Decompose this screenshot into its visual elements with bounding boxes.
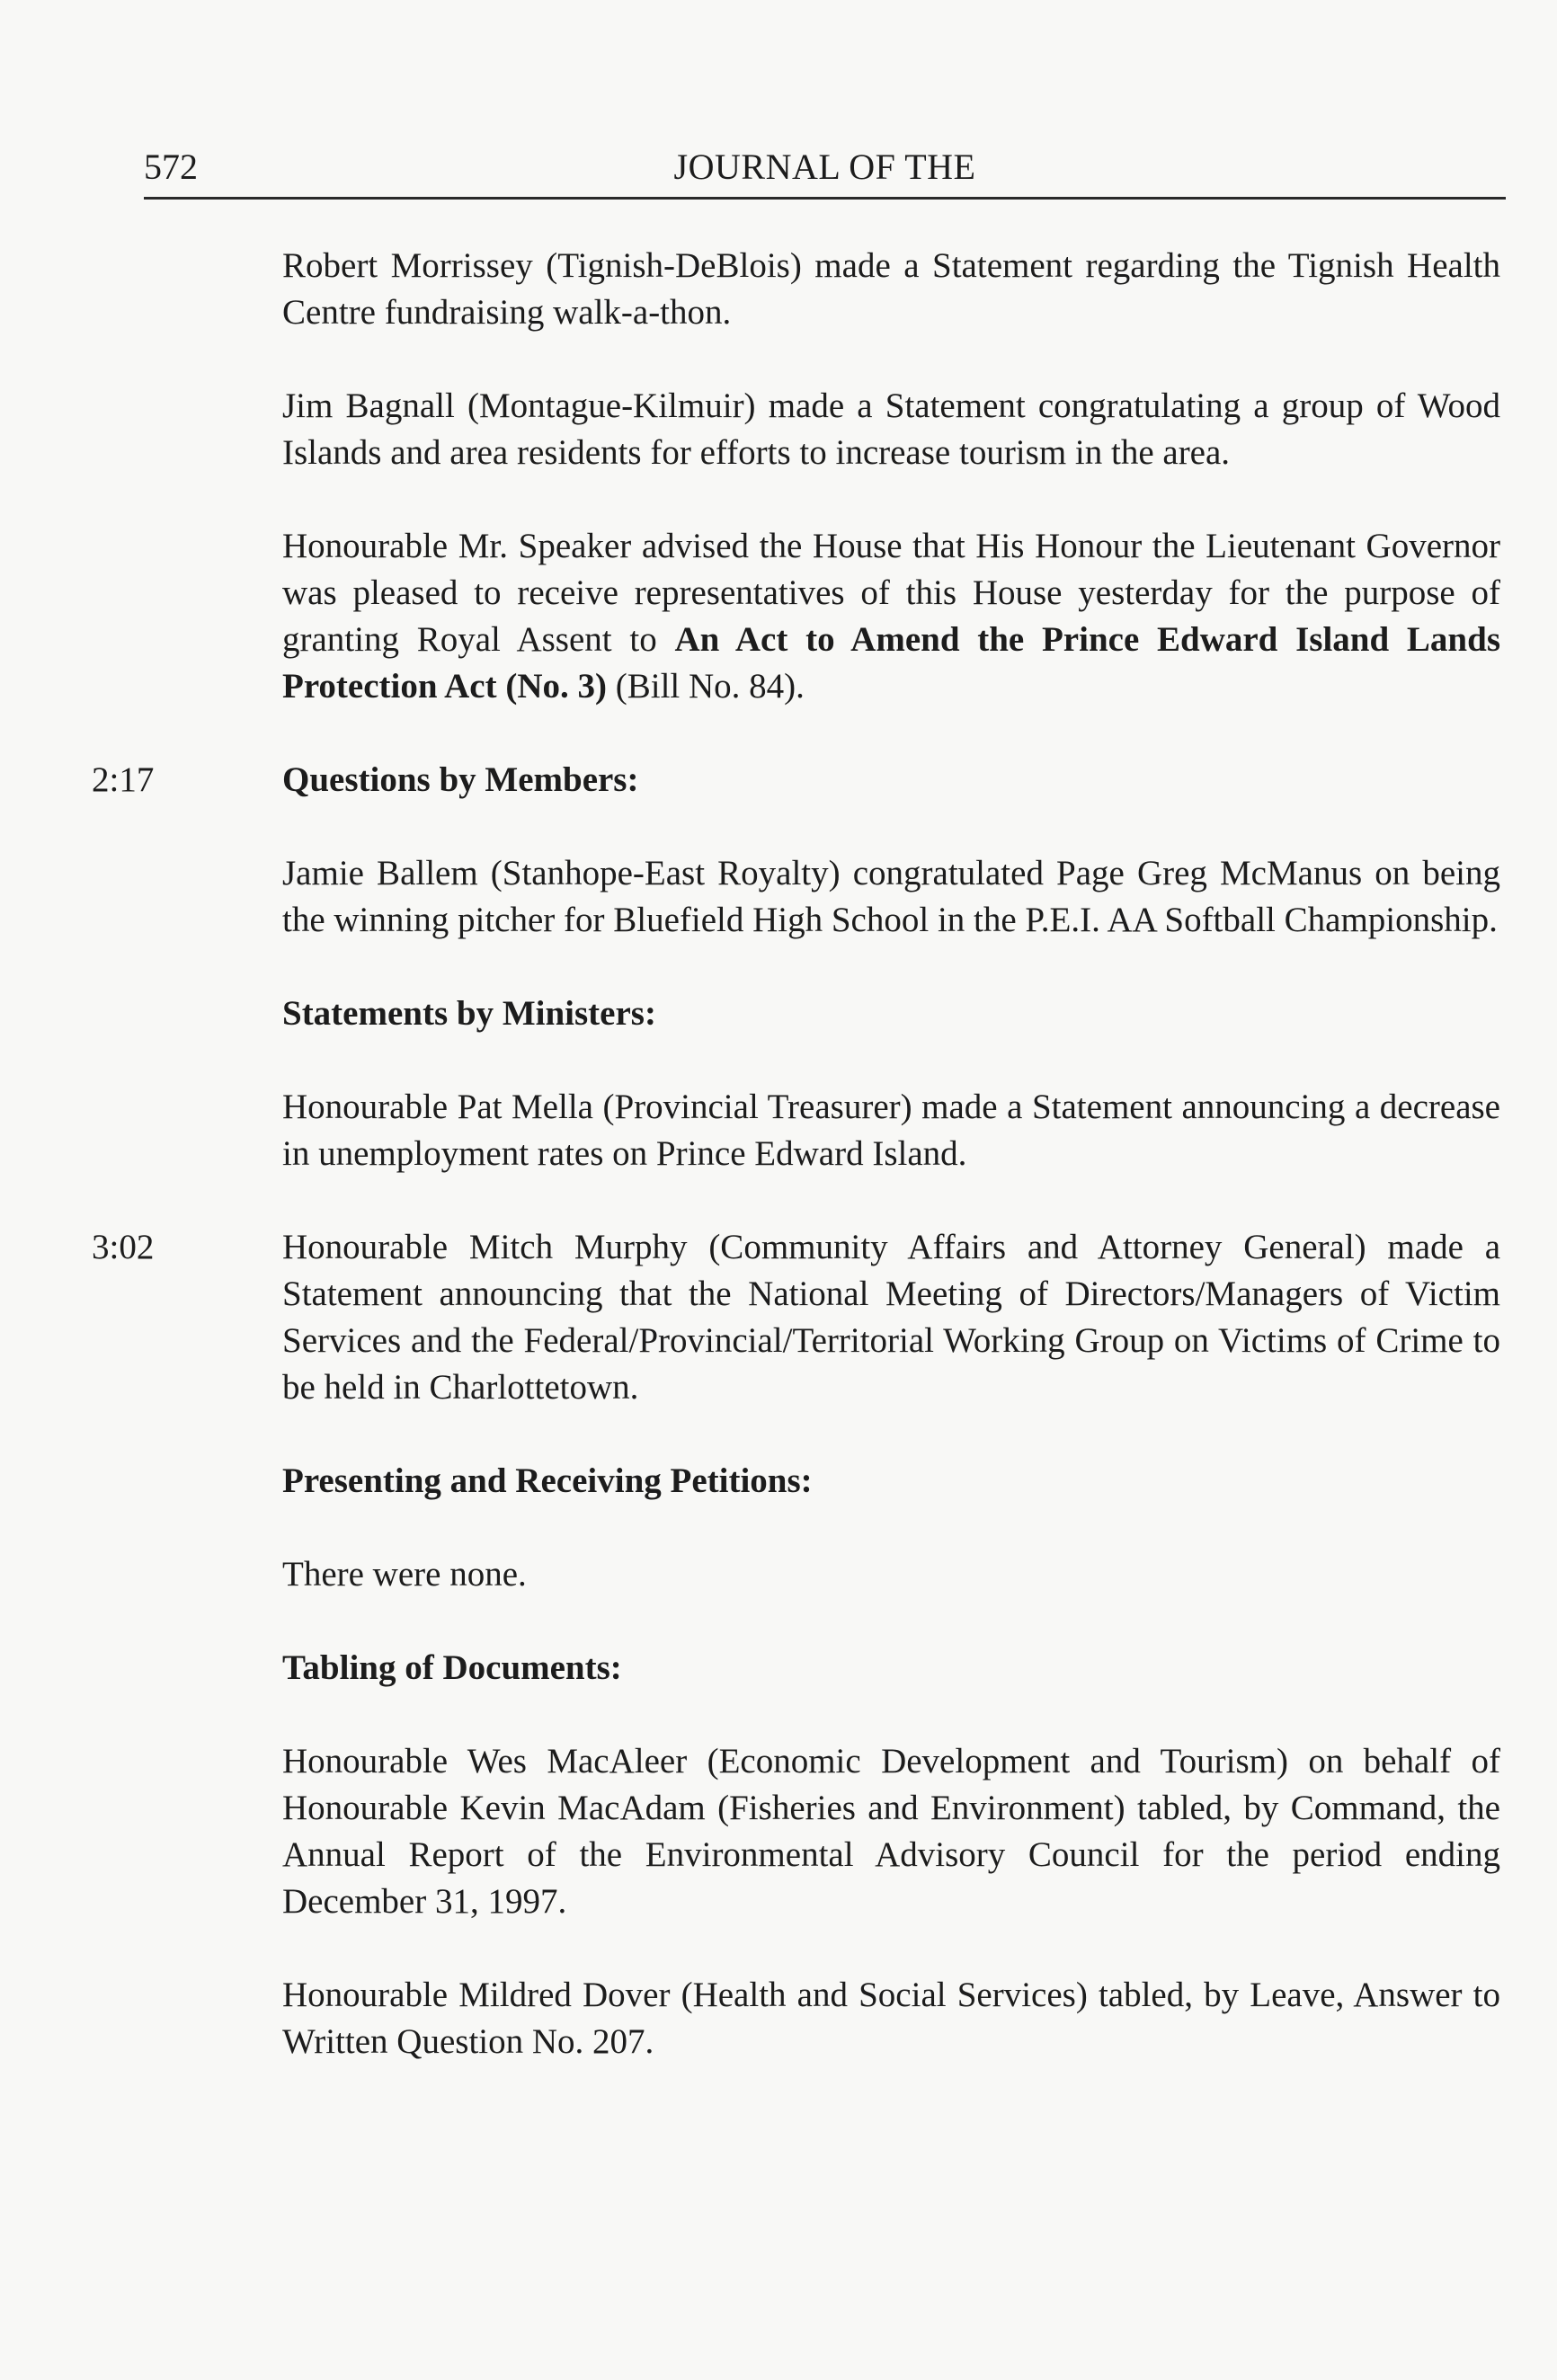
entry-text-before: Honourable Mr. Speaker advised the House that His Honour the Lieutenant Governor was pleased to receive representatives of this House yesterday for the purpose of granting Royal Assent to [282, 527, 1500, 659]
entry-text: Jamie Ballem (Stanhope-East Royalty) congratulated Page Greg McManus on being the winning pitcher for Bluefield High School in the P.E.I. AA Softball Championship. [282, 854, 1500, 939]
time-marker: 3:02 [92, 1228, 155, 1266]
entry-dover-tabling [282, 1972, 1500, 2065]
page-number: 572 [144, 147, 198, 187]
entry-text: Robert Morrissey (Tignish-DeBlois) made a Statement regarding the Tignish Health Centre fundraising walk-a-thon. [282, 246, 1500, 332]
running-title: JOURNAL OF THE [673, 147, 976, 187]
entry-bagnall-statement [282, 383, 1500, 476]
section-petitions [282, 1458, 1500, 1505]
entry-speaker-royal-assent [282, 523, 1500, 710]
section-heading: Questions by Members: [282, 760, 639, 799]
section-statements-by-ministers [282, 990, 1500, 1037]
entry-text: Jim Bagnall (Montague-Kilmuir) made a Statement congratulating a group of Wood Islands and area residents for efforts to increase tourism in the area. [282, 386, 1500, 472]
entry-text [282, 523, 1500, 710]
entry-ballem-congratulation [282, 850, 1500, 944]
section-tabling-of-documents [282, 1645, 1500, 1692]
entry-text-after: (Bill No. 84). [607, 667, 805, 706]
section-heading: Statements by Ministers: [282, 994, 656, 1033]
entry-macaleer-tabling [282, 1738, 1500, 1925]
entry-murphy-statement [92, 1224, 1500, 1411]
entry-mella-statement [282, 1084, 1500, 1177]
section-heading: Presenting and Receiving Petitions: [282, 1461, 813, 1500]
section-heading: Tabling of Documents: [282, 1648, 622, 1687]
time-marker: 2:17 [92, 760, 155, 799]
entry-no-petitions [282, 1551, 1500, 1598]
entry-text: Honourable Mitch Murphy (Community Affairs and Attorney General) made a Statement announcing that the National Meeting of Directors/Managers of Victim Services and the Federal/Provincial/Territorial Working Group on Victims of Crime to be held in Charlottetown. [282, 1228, 1500, 1407]
header-rule [144, 197, 1506, 200]
section-questions-by-members [92, 757, 1500, 804]
entry-text: Honourable Wes MacAleer (Economic Development and Tourism) on behalf of Honourable Kevin MacAdam (Fisheries and Environment) tabled, by Command, the Annual Report of the Environmental Advisory Council for the period ending December 31, 1997. [282, 1742, 1500, 1921]
entry-morrissey-statement [282, 243, 1500, 336]
bill-title: An Act to Amend the Prince Edward Island Lands Protection Act (No. 3) [282, 620, 1500, 706]
page-header [144, 146, 1506, 200]
journal-content [92, 243, 1500, 2112]
entry-text: Honourable Mildred Dover (Health and Social Services) tabled, by Leave, Answer to Written Question No. 207. [282, 1976, 1500, 2061]
entry-text: There were none. [282, 1555, 527, 1594]
entry-text: Honourable Pat Mella (Provincial Treasurer) made a Statement announcing a decrease in unemployment rates on Prince Edward Island. [282, 1088, 1500, 1173]
